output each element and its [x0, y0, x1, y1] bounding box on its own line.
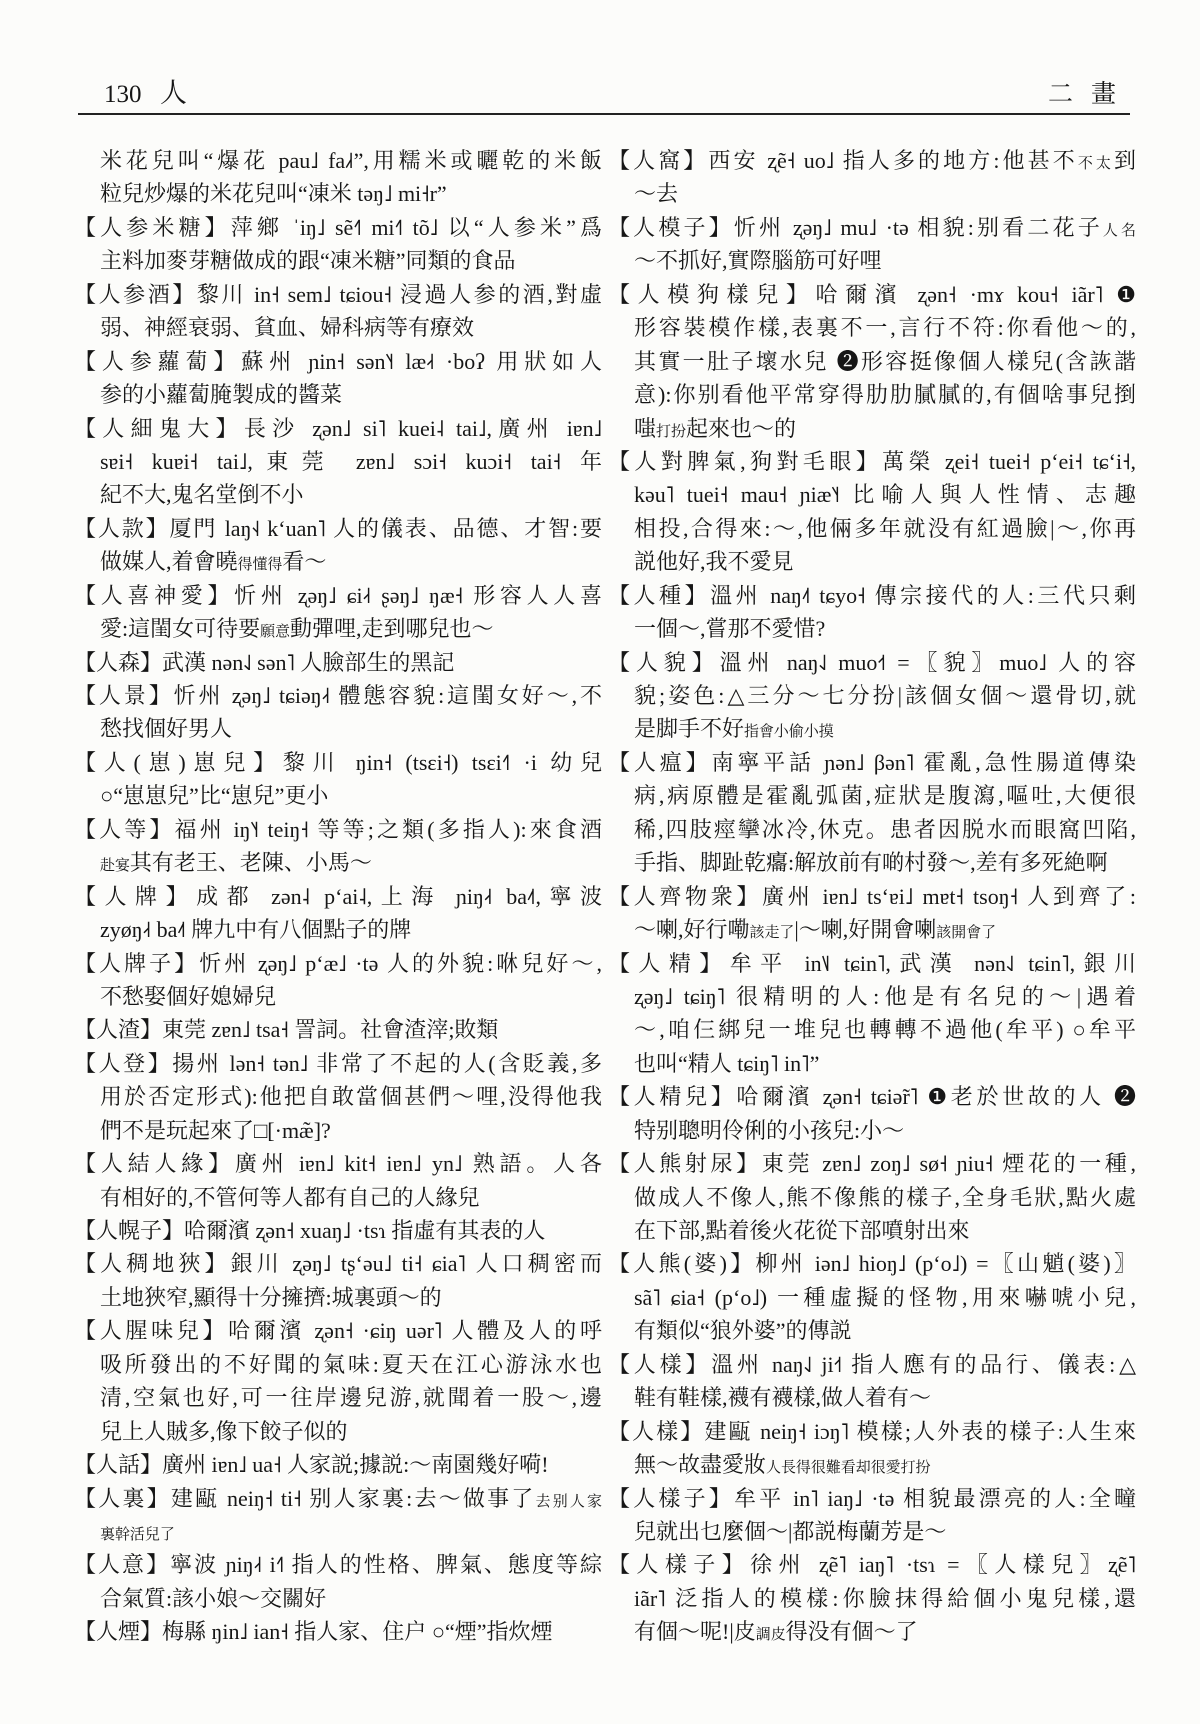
entry-headword-line: 【人貌】溫州 naŋ˨˩ muo˧˦ =〖貌〗muo˩ 人的容 — [608, 649, 1136, 675]
entry-headword-line: 【人齊物衆】廣州 iɐn˩ tsʻɐi˩ mɐt˧ tsoŋ˧ 人到齊了: — [608, 883, 1136, 909]
entry-continuation-line — [74, 1515, 602, 1548]
entry-continuation-line: 一個～,嘗那不愛惜? — [634, 616, 826, 642]
entry-continuation-line: sã˥ ɕia˧ (pʻo˩) 一種虛擬的怪物,用來嚇唬小兒, — [634, 1284, 1136, 1310]
line-text: 【人窩】西安 ʐẽ˧ uo˩ 指人多的地方:他甚不 — [608, 148, 1078, 173]
entry-headword-line: 【人樣】溫州 naŋ˨˩ ji˧˦ 指人應有的品行、儀表:△ — [608, 1351, 1136, 1377]
small-gloss-text: 該走了 — [749, 925, 795, 942]
small-gloss-text: 指會小偷小摸 — [744, 724, 834, 741]
entry-headword-line: 【人(崽)崽兒】黎川 ŋin˧ (tsɛi˧) tsɛi˧˥ ·i 幼兒 — [74, 749, 602, 775]
entry-continuation-line: 粒兒炒爆的米花兒叫“凍米 təŋ˩ mi˧r” — [100, 181, 447, 207]
entry-headword-line: 【人種】溫州 naŋ˨˦ tɕyo˧ 傳宗接代的人:三代只剩 — [608, 582, 1136, 608]
entry-headword-line: 【人細鬼大】長沙 ʐən˩ si˥ kuei˨ tai˩,廣州 iɐn˩ — [74, 415, 602, 441]
header-rule — [78, 113, 1130, 115]
left-column — [74, 144, 602, 1649]
entry-headword-line: 【人精】牟平 in˥˩ tɕin˥,武漢 nən˨˩ tɕin˥,銀川 — [608, 950, 1136, 976]
line-text: ～喇,好行嘞 — [634, 917, 750, 943]
line-text: 得没有個～了 — [785, 1619, 918, 1645]
entry-continuation-line: 意):你别看他平常穿得肋肋膩膩的,有個啥事兒捯 — [634, 382, 1136, 408]
entry-continuation-line: iãr˥ 泛指人的模樣:你臉抹得給個小鬼兒樣,還 — [634, 1585, 1136, 1611]
line-text: 【人模子】忻州 ʐəŋ˩ mu˩ ·tə 相貌:别看二花子 — [608, 214, 1103, 240]
entry-continuation-line: 有相好的,不管何等人都有自己的人緣兒 — [100, 1184, 480, 1210]
entry-headword-line: 【人意】寧波 ɲiŋ˨˧ i˧˥ 指人的性格、脾氣、態度等綜 — [74, 1552, 602, 1578]
small-gloss-text: 人名 — [1102, 222, 1136, 239]
entry-continuation-line: 弱、神經衰弱、貧血、婦科病等有療效 — [100, 315, 475, 341]
entry-headword-line: 【人登】揚州 lən˧ tən˩ 非常了不起的人(含貶義,多 — [74, 1050, 602, 1076]
entry-headword-line: 【人森】武漢 nən˨˩ sən˥ 人臉部生的黑記 — [74, 649, 455, 675]
entry-continuation-line: 清,空氣也好,可一往岸邊兒游,就聞着一股～,邊 — [100, 1385, 602, 1411]
right-column — [608, 144, 1136, 1649]
small-gloss-text: 裏幹活兒了 — [100, 1526, 175, 1543]
entry-continuation-line: sɐi˧ kuɐi˧ tai˩,東莞 zɐn˩ sɔi˧ kuɔi˧ tai˧ 年 — [100, 448, 602, 474]
entry-continuation-line — [74, 545, 602, 578]
entry-headword-line: 【人煙】梅縣 ŋin˩ ian˧ 指人家、住户 ○“煙”指炊煙 — [74, 1619, 553, 1645]
entry-continuation-line: 合氣質:該小娘～交關好 — [100, 1585, 327, 1611]
entry-continuation-line: 手指、脚趾乾癟:解放前有啲村發～,差有多死絶啊 — [634, 850, 1108, 876]
small-gloss-text: 不太 — [1077, 156, 1114, 172]
line-text: 【人裏】建甌 neiŋ˧ ti˧ 别人家裏:去～做事了 — [74, 1485, 536, 1511]
line-text: 動彈哩,走到哪兒也～ — [290, 616, 494, 642]
header-radical: 人 — [160, 78, 187, 108]
entry-headword-line: 【人牌】成都 zən˨ pʻai˨,上海 ɲiŋ˨˧ ba˨˦,寧波 — [74, 883, 602, 909]
entry-continuation-line: 吸所發出的不好聞的氣味:夏天在江心游泳水也 — [100, 1351, 602, 1377]
entry-continuation-line — [608, 913, 1136, 946]
line-text: 做媒人,着會曉 — [100, 549, 238, 575]
small-gloss-text: 願意 — [260, 624, 291, 641]
entry-continuation-line — [608, 1448, 1136, 1481]
entry-headword-line: 【人對脾氣,狗對毛眼】萬榮 ʐei˧ tuei˧ pʻei˧ tɕʻi˧, — [608, 448, 1136, 474]
entry-continuation-line — [608, 1615, 1136, 1648]
entry-continuation-line: 土地狹窄,顯得十分擁擠:城裏頭～的 — [100, 1284, 442, 1310]
entry-continuation-line: 病,病原體是霍亂弧菌,症狀是腹瀉,嘔吐,大便很 — [634, 783, 1136, 809]
entry-continuation-line: 主料加麥芽糖做成的跟“凍米糖”同類的食品 — [100, 248, 516, 274]
entry-continuation-line: 特别聰明伶俐的小孩兒:小～ — [634, 1117, 905, 1143]
entry-headword-line: 【人参酒】黎川 in˧ sem˩ tɕiou˧ 浸過人参的酒,對虛 — [74, 281, 602, 307]
entry-headword-line: 【人稠地狹】銀川 ʐəŋ˩ tʂʻəu˩ ti˧ ɕia˥ 人口稠密而 — [74, 1251, 602, 1277]
entry-continuation-line: 米花兒叫“爆花 pau˩ fa˩˧”,用糯米或曬乾的米飯 — [100, 148, 602, 173]
section-label: 二畫 — [1048, 81, 1135, 108]
entry-continuation-line: 們不是玩起來了□[·mæ̃]? — [100, 1117, 331, 1143]
entry-continuation-line: 不愁娶個好媳婦兒 — [100, 983, 277, 1009]
entry-continuation-line — [608, 412, 1136, 445]
entry-continuation-line — [608, 712, 1136, 745]
entry-headword-line: 【人喜神愛】忻州 ʐəŋ˩ ɕi˨˧ ʂəŋ˩ ŋæ˧ 形容人人喜 — [74, 582, 602, 608]
entry-continuation-line: 有類似“狼外婆”的傳説 — [634, 1318, 852, 1344]
entry-continuation-line: ～不抓好,實際腦筋可好哩 — [634, 248, 882, 274]
entry-headword-line: 【人樣】建甌 neiŋ˧ iɔŋ˥ 模樣;人外表的樣子:人生來 — [608, 1418, 1136, 1444]
small-gloss-text: 得懂得 — [237, 557, 283, 574]
entry-headword-line: 【人款】厦門 laŋ˧˨ kʻuan˥ 人的儀表、品德、才智:要 — [74, 515, 602, 541]
entry-continuation-line: ～去 — [634, 181, 679, 207]
entry-continuation-line: 兒上人賊多,像下餃子似的 — [100, 1418, 348, 1444]
entry-headword-line: 【人熊射尿】東莞 zɐn˩ zoŋ˩ sø˧ ɲiu˧ 煙花的一種, — [608, 1151, 1136, 1177]
entry-headword-line — [608, 144, 1136, 177]
line-text: 無～故盡愛妝 — [634, 1452, 767, 1478]
entry-headword-line: 【人話】廣州 iɐn˩ ua˧ 人家説;據説:～南園幾好嗬! — [74, 1452, 549, 1478]
entry-headword-line: 【人参蘿蔔】蘇州 ɲin˧ sən˥˧ læ˨˧ ·boʔ 用狀如人 — [74, 348, 602, 374]
entry-headword-line — [608, 211, 1136, 244]
entry-continuation-line: 貌;姿色:△三分～七分扮|該個女個～還骨切,就 — [634, 683, 1136, 708]
entry-continuation-line: zyøŋ˨˧ ba˨˦ 牌九中有八個點子的牌 — [100, 917, 412, 943]
line-text: 嗤 — [634, 415, 657, 441]
entry-continuation-line: 鞋有鞋樣,襪有襪樣,做人着有～ — [634, 1385, 932, 1411]
small-gloss-text: 打扮 — [656, 423, 686, 440]
entry-continuation-line — [74, 846, 602, 879]
entry-continuation-line: 紀不大,鬼名堂倒不小 — [100, 482, 304, 508]
entry-headword-line: 【人腥味兒】哈爾濱 ʐən˧ ·ɕiŋ uər˥ 人體及人的呼 — [74, 1318, 602, 1344]
entry-headword-line: 【人参米糖】萍鄉 ˈiŋ˩ sẽ˧˥ mi˧˥ tõ˩ 以“人参米”爲 — [74, 214, 602, 240]
line-text: 起來也～的 — [685, 415, 796, 441]
entry-continuation-line: ～,咱仨綁兒一堆兒也轉轉不過他(牟平) ○牟平 — [634, 1017, 1136, 1043]
entry-headword-line: 【人熊(婆)】柳州 iən˩ hioŋ˩ (pʻo˩) =〖山魈(婆)〗 — [608, 1251, 1136, 1277]
entry-continuation-line: 兒就出乜麼個～|都説梅蘭芳是～ — [634, 1518, 947, 1544]
line-text: 其有老王、老陳、小馬～ — [129, 850, 372, 876]
entry-headword-line: 【人等】福州 iŋ˥˧ teiŋ˧ 等等;之類(多指人):來食酒 — [74, 816, 602, 842]
line-text: 愛:這閨女可待要 — [100, 616, 261, 642]
entry-continuation-line — [74, 612, 602, 645]
entry-continuation-line: 形容裝模作樣,表裏不一,言行不符:你看他～的, — [634, 315, 1136, 341]
page-number: 130 — [104, 81, 142, 108]
line-text: 到 — [1113, 148, 1136, 173]
small-gloss-text: 調皮 — [755, 1627, 786, 1644]
entry-continuation-line: 参的小蘿蔔腌製成的醬菜 — [100, 382, 343, 408]
entry-headword-line: 【人瘟】南寧平話 ɲən˩ βən˥ 霍亂,急性腸道傳染 — [608, 749, 1136, 775]
entry-headword-line: 【人渣】東莞 zɐn˩ tsa˧ 詈詞。社會渣滓;敗類 — [74, 1017, 499, 1043]
small-gloss-text: 該開會了 — [936, 925, 997, 942]
entry-continuation-line: 説他好,我不愛見 — [634, 549, 794, 575]
entry-continuation-line: 相投,合得來:～,他倆多年就没有紅過臉|～,你再 — [634, 515, 1136, 541]
entry-headword-line: 【人精兒】哈爾濱 ʐən˧ tɕiə̃r˥ ❶老於世故的人 ❷ — [608, 1084, 1136, 1110]
entry-continuation-line: ○“崽崽兒”比“崽兒”更小 — [100, 783, 329, 809]
entry-headword-line: 【人樣子】徐州 ʐẽ˥ iaŋ˥ ·tsɿ =〖人樣兒〗ʐẽ˥ — [608, 1552, 1136, 1578]
entry-continuation-line: 做成人不像人,熊不像熊的樣子,全身毛狀,點火處 — [634, 1184, 1136, 1210]
entry-continuation-line: 稀,四肢痙攣冰冷,休克。患者因脱水而眼窩凹陷, — [634, 816, 1136, 842]
entry-continuation-line: 愁找個好男人 — [100, 716, 233, 742]
entry-continuation-line: 在下部,點着後火花從下部噴射出來 — [634, 1218, 970, 1243]
entry-headword-line: 【人幌子】哈爾濱 ʐən˧ xuaŋ˩ ·tsɿ 指虛有其表的人 — [74, 1218, 546, 1243]
entry-headword-line: 【人模狗樣兒】哈爾濱 ʐən˧ ·mɤ kou˧ iãr˥ ❶ — [608, 281, 1136, 307]
entry-headword-line: 【人牌子】忻州 ʐəŋ˩ pʻæ˩ ·tə 人的外貌:咻兒好～, — [74, 950, 602, 976]
line-text: 看～ — [282, 549, 327, 575]
entry-continuation-line: 其實一肚子壞水兒 ❷形容挺像個人樣兒(含詼諧 — [634, 348, 1136, 374]
small-gloss-text: 去别人家 — [535, 1493, 602, 1510]
entry-continuation-line: kəu˥ tuei˧ mau˧ ɲiæ˥˧ 比喻人與人性情、志趣 — [634, 482, 1136, 508]
line-text: 有個～呢!|皮 — [634, 1619, 756, 1645]
entry-continuation-line: 也叫“精人 tɕiŋ˥ in˥” — [634, 1050, 820, 1076]
entry-continuation-line: 用於否定形式):他把自敢當個甚們～哩,没得他我 — [100, 1084, 602, 1110]
entry-headword-line — [74, 1482, 602, 1515]
line-text: 是脚手不好 — [634, 716, 745, 742]
line-text: |～喇,好開會喇 — [794, 917, 937, 943]
entry-headword-line: 【人景】忻州 ʐəŋ˩ tɕiəŋ˨˧ 體態容貌:這閨女好～,不 — [74, 683, 602, 708]
entry-headword-line: 【人樣子】牟平 in˥ iaŋ˩ ·tə 相貌最漂亮的人:全疃 — [608, 1485, 1136, 1511]
entry-continuation-line: ʐəŋ˩ tɕiŋ˥ 很精明的人:他是有名兒的～|遇着 — [634, 983, 1136, 1009]
small-gloss-text: 人長得很難看却很愛打扮 — [766, 1460, 931, 1477]
small-gloss-text: 赴宴 — [100, 858, 130, 875]
entry-headword-line: 【人結人緣】廣州 iɐn˩ kit˧ iɐn˩ yn˩ 熟語。人各 — [74, 1151, 602, 1177]
